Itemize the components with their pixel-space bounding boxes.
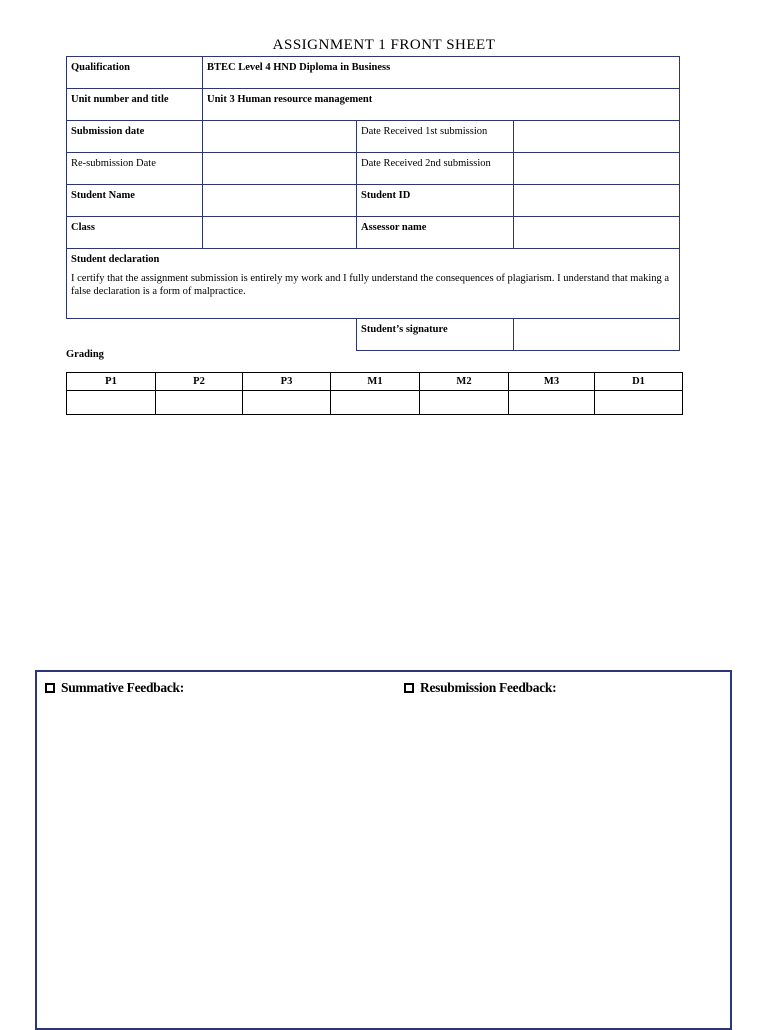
unit-row (67, 89, 680, 121)
resubmission-date-field[interactable] (203, 153, 357, 185)
summative-feedback-option[interactable] (45, 680, 184, 696)
student-name-field[interactable] (203, 185, 357, 217)
grading-table (66, 372, 683, 415)
qualification-value: BTEC Level 4 HND Diploma in Business (203, 57, 680, 89)
grading-label: Grading (66, 349, 104, 360)
grade-cell-p3[interactable] (243, 391, 331, 415)
grade-header-m2: M2 (420, 373, 509, 391)
summative-checkbox-icon[interactable] (45, 683, 55, 693)
grade-header-m3: M3 (509, 373, 595, 391)
signature-row (67, 319, 680, 351)
grade-header-d1: D1 (595, 373, 683, 391)
date-received-2nd-label: Date Received 2nd submission (357, 153, 514, 185)
declaration-row (67, 249, 680, 319)
student-id-label: Student ID (357, 185, 514, 217)
class-label: Class (67, 217, 203, 249)
feedback-box (35, 670, 732, 1030)
signature-label: Student’s signature (357, 319, 514, 351)
assessor-label: Assessor name (357, 217, 514, 249)
grading-header-row (67, 373, 683, 391)
date-received-1st-field[interactable] (514, 121, 680, 153)
grade-header-p1: P1 (67, 373, 156, 391)
resubmission-feedback-label: Resubmission Feedback: (420, 680, 557, 695)
grade-header-p3: P3 (243, 373, 331, 391)
summative-feedback-label: Summative Feedback: (61, 680, 184, 695)
student-row (67, 185, 680, 217)
declaration-text: I certify that the assignment submission is entirely my work and I fully understand the consequences of plagiarism. I understand that making a false declaration is a form of malpractice. (71, 273, 670, 297)
page-title: ASSIGNMENT 1 FRONT SHEET (272, 37, 496, 53)
submission-row (67, 121, 680, 153)
class-row (67, 217, 680, 249)
grade-cell-p1[interactable] (67, 391, 156, 415)
resubmission-feedback-option[interactable] (404, 680, 556, 696)
unit-label: Unit number and title (67, 89, 203, 121)
signature-field[interactable] (514, 319, 680, 351)
grade-cell-p2[interactable] (156, 391, 243, 415)
grade-cell-m2[interactable] (420, 391, 509, 415)
grade-cell-m1[interactable] (331, 391, 420, 415)
grade-cell-d1[interactable] (595, 391, 683, 415)
date-received-2nd-field[interactable] (514, 153, 680, 185)
signature-spacer (67, 319, 357, 351)
grading-value-row (67, 391, 683, 415)
submission-date-field[interactable] (203, 121, 357, 153)
student-name-label: Student Name (67, 185, 203, 217)
assessor-field[interactable] (514, 217, 680, 249)
resubmission-row (67, 153, 680, 185)
submission-date-label: Submission date (67, 121, 203, 153)
grade-cell-m3[interactable] (509, 391, 595, 415)
resubmission-date-label: Re-submission Date (67, 153, 203, 185)
resubmission-checkbox-icon[interactable] (404, 683, 414, 693)
date-received-1st-label: Date Received 1st submission (357, 121, 514, 153)
unit-value: Unit 3 Human resource management (203, 89, 680, 121)
grade-header-m1: M1 (331, 373, 420, 391)
assignment-info-table (66, 56, 680, 351)
student-id-field[interactable] (514, 185, 680, 217)
grade-header-p2: P2 (156, 373, 243, 391)
class-field[interactable] (203, 217, 357, 249)
qualification-row (67, 57, 680, 89)
declaration-cell (67, 249, 680, 319)
declaration-heading: Student declaration (71, 254, 160, 265)
qualification-label: Qualification (67, 57, 203, 89)
